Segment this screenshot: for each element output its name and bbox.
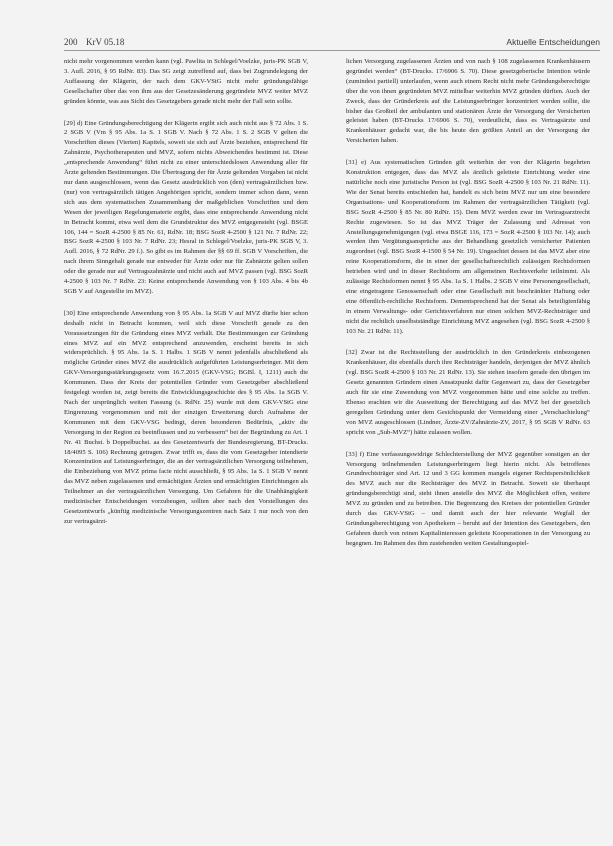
- paragraph: nicht mehr vorgenommen werden kann (vgl. Pawlita in Schlegel/Voelzke, juris-PK SGB V, 3. Aufl. 2016, § 95 RdNr. 83). Das SG zeigt zutreffend auf, dass bei Zugrundelegung der Auffassung der Klägerin, der nach dem GKV-VStG nicht mehr gründungsfähige Gesellschafter über das von ihm aus der Gesetzesänderung gegründete MVZ weiter MVZ gründen könnte, was aus Sicht des Gesetzgebers gerade nicht mehr der Fall sein sollte.: [64, 58, 308, 105]
- paragraph: [30] Eine entsprechende Anwendung von § 95 Abs. 1a SGB V auf MVZ dürfte hier schon deshalb nicht in Betracht kommen, weil sich diese Vorschrift gerade zu den Voraussetzungen für die Gründung eines MVZ verhält. Die Bestimmungen zur Gründung eines MVZ auf ein MVZ entsprechend anzuwenden, erscheint bereits in sich widersprüchlich. § 95 Abs. 1a S. 1 Halbs. 1 SGB V nennt jedenfalls abschließend als mögliche Gründer eines MVZ die ausdrücklich aufgeführten Leistungserbringer. Mit dem GKV-Versorgungsstärkungsgesetz vom 16.7.2015 (GKV-VSG; BGBl. I, 1211) auch die Kommunen. Dass der Kreis der potentiellen Gründer vom Gesetzgeber abschließend festgelegt worden ist, zeigt bereits die Entwicklungsgeschichte des § 95 Abs. 1a SGB V. Nach der ursprünglich weiten Fassung (s. RdNr. 25) wurde mit dem GKV-VStG eine Eingrenzung vorgenommen und mit der einzigen Erweiterung durch Aufnahme der Kommunen mit dem GKV-VSG bedingt, deren besonderen Bedürfnis, „aktiv die Versorgung in der Region zu beeinflussen und zu verbessern“ bei der Begründung zu Art. 1 Nr. 41 Buchst. b Doppelbuchst. aa des Gesetzentwurfs der Bundesregierung, BT-Drucks. 18/4095 S. 106) Rechnung getragen. Zwar trifft es, dass die vom Gesetzgeber intendierte Konzentration auf Leistungserbringer, die an der vertragsärztlichen Versorgung teilnehmen, die Einbeziehung von MVZ prima facie nicht ausschließt, § 95 Abs. 1a S. 1 SGB V nennt das MVZ neben zugelassenen und ermächtigten Ärzten und ermächtigten Einrichtungen als Teilnehmer an der vertragsärztlichen Versorgung. Um Gefahren für die Unabhängigkeit medizinischer Entscheidungen vorzubeugen, sollten aber nach den Vorstellungen des Gesetzentwurfs „künftig medizinische Versorgungszentren nach Satz 1 nur noch von den zur vertragsärzt-: [64, 309, 308, 525]
- section-title: Aktuelle Entscheidungen: [506, 37, 600, 47]
- paragraph: lichen Versorgung zugelassenen Ärzten und von nach § 108 zugelassenen Krankenhäusern gegründet werden“ (BT-Drucks. 17/6906 S. 70). Diese gesetzgeberische Intention würde (zumindest partiell) unterlaufen, wenn auch einem Recht nicht mehr Gründungsberechtigte über die von ihnen gegründeten MVZ mittelbar weiterhin MVZ gründen dürften. Auch der Zweck, dass der Gründerkreis auf die Leistungserbringer konzentriert werden sollte, die bisher das Großteil der ambulanten und stationären Ärzte der Versorgung der Versicherten geleistet haben (BT-Drucks 17/6906 S. 70), verdeutlicht, dass es Vertragsärzte und Krankenhäuser gedacht war, die bis heute den größten Anteil an der Versorgung der Versicherten haben.: [346, 58, 590, 145]
- paragraph: [33] f) Eine verfassungswidrige Schlechterstellung der MVZ gegenüber sonstigen an der Versorgung teilnehmenden Leistungserbringern liegt hierin nicht. Als betroffenes Grundrechtsträger sind Art. 12 und 3 GG kommen mangels eigener Rechtspersönlichkeit des MVZ auch nur die Rechtsträger des MVZ in Betracht. Soweit sie überhaupt gründungsberechtigt sind, steht ihnen anstelle des MVZ die Möglichkeit offen, weitere MVZ zu gründen und zu betreiben. Die Begrenzung des Kreises der potentiellen Gründer durch das GKV-VStG – und damit auch der hier relevante Wegfall der Gründungsberechtigung von Apothekern – beruht auf der Intention des Gesetzgebers, den Gefahren durch von reinen Kapitalinteressen geleitete Kooperationen in der Versorgung zu begegnen. Im Rahmen des ihm zustehenden weiten Gestaltungsspiel-: [346, 450, 590, 547]
- journal-name: KrV 05.18: [86, 37, 125, 47]
- right-column: [346, 57, 590, 723]
- paragraph: [31] e) Aus systematischen Gründen gilt weiterhin der von der Klägerin begehrten Konstruktion entgegen, dass das MVZ als ärztlich geleitete Einrichtung weder eine natürliche noch eine juristische Person ist (vgl. BSG SozR 4-2500 § 103 Nr. 21 RdNr. 11). Wie der Senat bereits entschieden hat, handelt es sich beim MVZ nur um eine besondere Organisations- und Kooperationsform im Rahmen der vertragsärztlichen Tätigkeit (vgl. BSG SozR 4-2500 § 85 Nr. 80 RdNr. 15). Dem MVZ werden zwar im Vertragsarztrecht Rechte zugewiesen. So ist das MVZ Träger der Zulassung und Adressat von Anstellungsgenehmigungen (vgl. etwa BSGE 116, 173 = SozR 4-2500 § 103 Nr. 14); auch werden ihm Vergütungsansprüche aus der Behandlung gesetzlich versicherter Patienten zugeordnet (vgl. BSG SozR 4-1500 § 54 Nr. 19). Ungeachtet dessen ist das MVZ aber eine reine Kooperationsform, die in einer der gesellschaftsrechtlich zulässigen Rechtsformen betrieben wird und in dieser Rechtsform am allgemeinen Rechtsverkehr teilnimmt. Als zulässige Rechtsformen nennt § 95 Abs. 1a S. 1 Halbs. 2 SGB V eine Personengesellschaft, eine eingetragene Genossenschaft oder eine Gesellschaft mit beschränkter Haftung oder eine öffentlich-rechtliche Rechtsform. Dementsprechend hat der Senat als beteiligtenfähig in einem Verwaltungs- oder Gerichtsverfahren nur einen solchen MVZ-Rechtsträger und nicht die rechtlich unselbstständige Einrichtung MVZ angesehen (vgl. BSG SozR 4-2500 § 103 Nr. 21 RdNr. 11).: [346, 159, 590, 335]
- paragraph: [32] Zwar ist die Rechtsstellung der ausdrücklich in den Gründerkreis einbezogenen Krankenhäuser, die ebenfalls durch ihre Rechtsträger handeln, derjenigen der MVZ ähnlich (vgl. BSG SozR 4-2500 § 103 Nr. 21 RdNr. 13). Sie stehen insofern gerade den übrigen im Gesetz genannten Gründern einen Ansatzpunkt dafür Gegenwart zu, dass der Gesetzgeber auch für sie eine Zuwendung von MVZ vorgenommen hätte und eine solche zu treffen. Ebenso erachten wir die Ausweitung der Berechtigung auf das MVZ bei der gesetzlich geregelten Gründung unter dem Gesichtspunkt der Vermeidung einer „Verschachtelung“ von MVZ ausgeschlossen (Lindner, Ärzte-ZV/Zahnärzte-ZV, 2017, § 95 SGB V RdNr. 63 spricht von „Sub-MVZ“) hätte zulassen wollen.: [346, 349, 590, 436]
- page-number: 200: [64, 37, 78, 47]
- left-column: [64, 57, 308, 829]
- page-header: [64, 36, 600, 51]
- paragraph: [29] d) Eine Gründungsberechtigung der Klägerin ergibt sich auch nicht aus § 72 Abs. 1 S. 2 SGB V (Vm § 95 Abs. 1a S. 1 SGB V. Nach § 72 Abs. 1 S. 2 SGB V gelten die Vorschriften dieses (Vierten) Kapitels, soweit sie sich auf Ärzte beziehen, entsprechend für Zahnärzte, Psychotherapeuten und MVZ, sofern nichts Abweichendes bestimmt ist. Diese „entsprechende Anwendung“ führt nicht zu einer unterschiedslosen Anwendung aller für Ärzte geltenden Bestimmungen. Die Übertragung der für Ärzte geltenden Vorgaben ist nicht nur dann ausgeschlossen, wenn das Gesetz ausdrücklich von (den) vertragsärztlichen bzw. (nur) von vertragsärztlich tätigen Angehörigen spricht, sondern immer schon dann, wenn sich aus dem systematischen Zusammenhang der maßgeblichen Vorschriften und dem Wesen der jeweiligen Regelungsmaterie ergibt, dass eine entsprechende Anwendung nicht in Betracht kommt, etwa weil dem die Grundstruktur des MVZ entgegensteht (vgl. BSGE 106, 144 = SozR 4-2500 § 85 Nr. 61, RdNr. 18; BSG SozR 4-2500 § 121 Nr. 7 RdNr. 22; BSG SozR 4-2500 § 103 Nr. 7 RdNr. 23; Hesral in Schlegel/Voelzke, juris-PK SGB V, 3. Aufl. 2016, § 72 RdNr. 29 f.). So gibt es im Rahmen der §§ 69 ff. SGB V Vorschriften, die nach ihrem Sinngehalt gerade nur entweder für Ärzte oder nur für Zahnärzte gelten sollen oder die gerade nur auf Vertragszahnärzte und nicht auch auf MVZ passen (vgl. BSG SozR 4-2500 § 103 Nr. 7 RdNr. 23: Keine entsprechende Anwendung von § 103 Abs. 4 bis 4b SGB V auf Angestellte im MVZ).: [64, 119, 308, 295]
